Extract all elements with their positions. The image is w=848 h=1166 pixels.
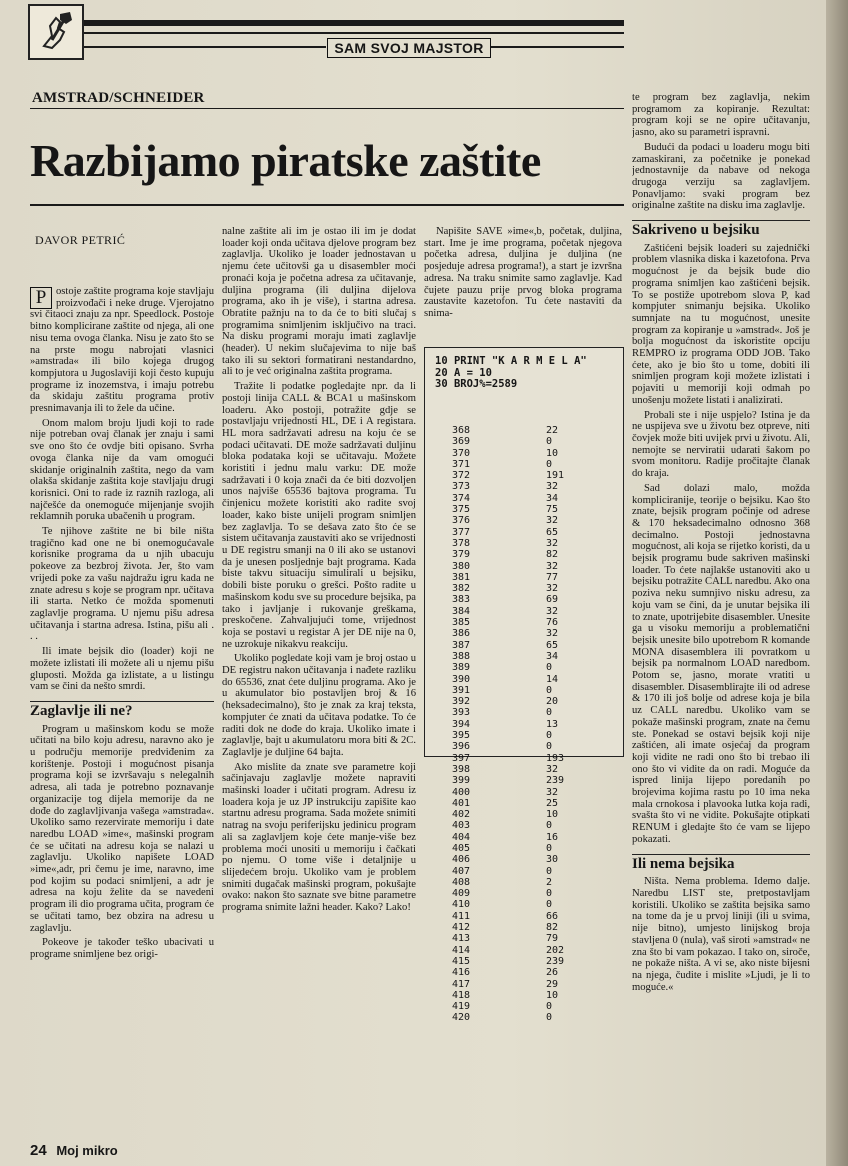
listing-header: 10 PRINT "K A R M E L A" 20 A = 10 30 BROJ%=2589	[435, 355, 587, 390]
title-rule	[30, 204, 624, 206]
table-row	[452, 594, 586, 605]
address-cell: 378	[452, 537, 471, 549]
address-cell: 402	[452, 809, 471, 821]
magazine-name: Moj mikro	[56, 1143, 118, 1158]
value-cell: 34	[546, 492, 559, 504]
paragraph: Ništa. Nema problema. Idemo dalje. Naredbu LIST ste, pretpostavljam koristili. Ukoliko se zaštita bejsika samo na tome da je u prvoj liniji (ili u svima, nije bitno), umjesto linijskog broja stavljena 0 (nula), vaš siroti »amstrad« ne zna što bi vam pokazao. I tako on, siroče, ne pokaže ništa. A vi se, ako niste bijesni na njega, čudite i mislite »Ljudi, je li to moguće.«	[632, 876, 810, 993]
value-cell: 0	[546, 684, 553, 696]
value-cell: 76	[546, 617, 559, 629]
address-cell: 375	[452, 504, 471, 516]
table-row	[452, 515, 586, 526]
value-cell: 29	[546, 978, 559, 990]
table-row	[452, 674, 586, 685]
value-cell: 82	[546, 549, 559, 561]
address-cell: 388	[452, 650, 471, 662]
table-row	[452, 606, 586, 617]
table-row	[452, 922, 586, 933]
table-row	[452, 448, 586, 459]
value-cell: 202	[546, 944, 565, 956]
paragraph: Zaštićeni bejsik loaderi su zajednički problem vlasnika diska i kazetofona. Prva mogućnost je da bejsik bude dio programa snimljen kao zaštićeni bejsik. To se postiže upotrebom slova P, kad kompjuter snimanju bejsika. Ukoliko sumnjate na tu mogućnost, unesite program za kopiranje u »amstrad«. Još je bolja mogućnost da iskoristite opciju REMPRO iz programa ODD JOB. Tako ćete, ako je bio što u tome, dobiti ili snimljen program koji možete izlistati i pojaviti u memoriji koji odmah po unošenju možete listati i analizirati.	[632, 242, 810, 406]
table-row	[452, 707, 586, 718]
value-cell: 0	[546, 820, 553, 832]
table-row	[452, 583, 586, 594]
memory-dump-table	[452, 425, 586, 1024]
value-cell: 32	[546, 786, 559, 798]
address-cell: 416	[452, 967, 471, 979]
address-cell: 373	[452, 481, 471, 493]
table-row	[452, 775, 586, 786]
table-row	[452, 911, 586, 922]
address-cell: 380	[452, 560, 471, 572]
table-row	[452, 945, 586, 956]
kicker-rule	[30, 108, 624, 109]
subheading: Sakriveno u bejsiku	[632, 222, 760, 239]
paragraph: P ostoje zaštite programa koje stavljaju proizvođači i neke druge. Vjerojatno svi čitaoci znaju za npr. Speedlock. Postoje bitno komplicirane zaštite od njega, ali one nisu tema ovoga članka. Nisu je zato što se na prste mogu nabrojati vlasnici »amstrada« ili bilo kojega drugog kompjutora u Jugoslaviji koji često kupuju programe iz inozemstva, i imaju potrebu da skidaju zaštitu programa protiv presnimavanja ili to žele da učine.	[30, 286, 214, 415]
paragraph: Tražite li podatke pogledajte npr. da li postoji linija CALL & BCA1 u mašinskom loaderu. Ako postoji, potražite gdje se postavljaju vrijednosti HL, DE i A registara. HL mora sadržavati adresu na koju će se podaci učitavati. DE može sadržavati duljinu bloka podataka koji se učitavaju. Možete koristiti i jednu malu varku: DE može sadržavati i 0 koja znači da će biti dozvoljen unos najviše 65536 bajtova programa. Tu činjenicu možete koristiti ako radite svoj loader, kako biste unijeli program snimljen bez zaglavlja. To se dešava zato što će se sistem učitavanja zaustaviti ako se vrijednosti u DE registru smanji na 0 ili ako se ustanovi da je unesen posljednje bajt programa. Kada biste takvu situaciju simulirali u bejsiku, dobili biste poruku o grešci. Pošto radite u mašinskom kodu sve su procedure bejsika, pa tako i javljanje i rukovanje greškama, preskočene. Zahvaljujući tome, vrijednost koja se postavi u registar A jer DE nije na 0, ne uzrokuje nikakvu reakciju.	[222, 381, 416, 650]
table-row	[452, 617, 586, 628]
table-row	[452, 504, 586, 515]
paragraph: Te njihove zaštite ne bi bile ništa tragično kad one ne bi onemogućavale korisnike programa da u njih ubacuju pokeove za bezbroj života. Jer, što vam vrijedi poke za vašu najdražu igru kada ne znate adresu s koje se program npr. učitava ili starta. Netko će možda spomenuti zaglavlje programa. U njemu pišu adresa učitavanja i startna adresa. Istina, pišu ali . . .	[30, 526, 214, 643]
value-cell: 0	[546, 888, 553, 900]
table-row	[452, 470, 586, 481]
address-cell: 382	[452, 583, 471, 595]
value-cell: 0	[546, 865, 553, 877]
address-cell: 396	[452, 741, 471, 753]
table-row	[452, 899, 586, 910]
address-cell: 410	[452, 899, 471, 911]
address-cell: 399	[452, 775, 471, 787]
text-column-2	[222, 226, 416, 1128]
subheading: Zaglavlje ili ne?	[30, 702, 133, 719]
wrench-hand-icon	[28, 4, 84, 60]
address-cell: 371	[452, 458, 471, 470]
page-number: 24	[30, 1142, 47, 1159]
value-cell: 2	[546, 876, 553, 888]
value-cell: 69	[546, 594, 559, 606]
table-row	[452, 741, 586, 752]
header-rule-right	[490, 46, 624, 48]
value-cell: 0	[546, 662, 553, 674]
table-row	[452, 651, 586, 662]
page-spine-shadow	[826, 0, 848, 1166]
address-cell: 392	[452, 696, 471, 708]
paragraph: Probali ste i nije uspjelo? Istina je da ne uspijeva sve u životu bez otpreve, niti čovjek može biti uvijek prvi u životu. Ali, nemojte se nerviratii udarati šakom po svom monitoru. Radije pročitajte članak do kraja.	[632, 409, 810, 480]
paragraph: nalne zaštite ali im je ostao ili im je dodat loader koji onda učitava djelove program bez zaglavlja. Ukoliko je loader jednostavan u njemu ćete učitovši ga u disasembler moći pronaći koja je početna adresa za učitavanje, duljina programa (ili duljina dijelova programa, ako ih je više), i startna adresa. Obratite pažnju na to da će to biti slučaj s programima snimljenim isključivo na traci. Na disku programi moraju imati zaglavlje (header). U nekim slučajevima to nije baš tako ili su sektori formatirani nestandardno, ali to je već originalna zaštita programa.	[222, 226, 416, 378]
address-cell: 417	[452, 978, 471, 990]
value-cell: 34	[546, 650, 559, 662]
paragraph: Ukoliko pogledate koji vam je broj ostao u DE registru nakon učitavanja i nađete razliku do 65536, znat ćete duljinu programa. Ako je u akumulator bio postavljen broj & 16 (heksadecimalno), što je znak za kraj teksta, kompjuter će znati da učitava podatke. To će raditi dok ne dođe do kraja. Ukoliko imate i zaglavlje, bajt u akumulatoru mora biti & 2C. Zaglavlje je duljine 64 bajta.	[222, 653, 416, 758]
paragraph: te program bez zaglavlja, nekim programom za kopiranje. Rezultat: program koji se ne opire učitavanju, jasno, ako su parametri ispravni.	[632, 92, 810, 139]
paragraph: Budući da podaci u loaderu mogu biti zamaskirani, za početnike je ponekad jednostavnije da nabave od nekoga drugoga verziju sa zaglavljem. Ponavljamo: svaki program bez originalne zaštite na disku ima zaglavlje.	[632, 141, 810, 212]
paragraph: Napišite SAVE »ime«,b, početak, duljina, start. Ime je ime programa, početak njegova početka adresa, duljina je duljina (ne posjeduje adresa programa!), a start je izvršna adresa. Na traku snimite samo zaglavlje. Kad čujete pauzu prije prvog bloka programa zaustavite kazetofon. Tu ćete nastaviti da snima-	[424, 226, 622, 319]
table-row	[452, 549, 586, 560]
table-row	[452, 696, 586, 707]
address-cell: 401	[452, 797, 471, 809]
value-cell: 66	[546, 910, 559, 922]
value-cell: 32	[546, 583, 559, 595]
table-row	[452, 967, 586, 978]
table-row	[452, 572, 586, 583]
address-cell: 404	[452, 831, 471, 843]
value-cell: 239	[546, 955, 565, 967]
paragraph: Sad dolazi malo, možda kompliciranije, teorije o bejsiku. Kao što znate, bejsik program počinje od adrese & 170 heksadecimalno odnosno 368 decimalno. Postoji jednostavna mogućnost, ali koja se rijetko koristi, da u bejsik programu bude sakriven mašinski loader. To ćete najlakše ustanoviti ako u bejsiku potražite CALL naredbu. Ako ona poziva neku sumnjivo nisku adresu, za koju vam se čini, da je unutar bejsika ili to znate, upotrijebite disasembler. Unesite ga u visoku memoriju a problematični bejsik unesite bilo upotrebom R komande MONA disasemblera ili povratkom u bejsik pa normalnom LOAD naredbom. Potom se, jasno, morate vratiti u disasembler. Disasemblirajte ili od adrese & 170 ili još bolje od adrese koja je bila uz CALL naredbu. Ukoliko vam se pokaže mašinski program, znate na čemu ste. Ponekad se ostavi bejsik koji nije zaštićen, ali imate osjećaj da program koji vidite ne radi ono što bi trebao ili ono što vi vidite da on radi. Moguće da ispred linija lijepo poredanih po brojevima kojima rastu po 10 ima neka mala crnokosa i plavooka lutka koja radi, svašta što vi ne vidite. Pokušajte otipkati RENUM i gledajte što će vam se lijepo pokazati.	[632, 482, 810, 845]
value-cell: 239	[546, 775, 565, 787]
article-title: Razbijamo piratske zaštite	[30, 135, 541, 186]
header-rule-left	[84, 46, 326, 48]
value-cell: 0	[546, 458, 553, 470]
value-cell: 10	[546, 809, 559, 821]
article-kicker: AMSTRAD/SCHNEIDER	[32, 90, 205, 106]
table-row	[452, 730, 586, 741]
address-cell: 398	[452, 763, 471, 775]
table-row	[452, 979, 586, 990]
table-row	[452, 820, 586, 831]
table-row	[452, 538, 586, 549]
address-cell: 400	[452, 786, 471, 798]
table-row	[452, 990, 586, 1001]
value-cell: 10	[546, 447, 559, 459]
value-cell: 16	[546, 831, 559, 843]
header-rule-top	[84, 20, 624, 26]
address-cell: 376	[452, 515, 471, 527]
address-cell: 386	[452, 628, 471, 640]
address-cell: 368	[452, 425, 471, 436]
address-cell: 387	[452, 639, 471, 651]
value-cell: 0	[546, 899, 553, 911]
table-row	[452, 933, 586, 944]
table-row	[452, 719, 586, 730]
table-row	[452, 640, 586, 651]
table-row	[452, 561, 586, 572]
address-cell: 405	[452, 842, 471, 854]
value-cell: 10	[546, 989, 559, 1001]
subheading-divider	[632, 854, 810, 871]
table-row	[452, 888, 586, 899]
value-cell: 0	[546, 842, 553, 854]
paragraph: Program u mašinskom kodu se može učitati na bilo koju adresu, naravno ako je u području memorije predviđenim za korištenje. Postoji i mogućnost pisanja programa koji se izvršavaju s nelegalnih adresa, ali tada je potrebno poznavanje organizacije tog dijela memorije da ne dođe do zaglavljivanja vašega »amstrada«. Ukoliko samo rezervirate memoriju i date naredbu LOAD »ime«, mašinski program će se učitati na adresu koja se nalazi u zaglavlju. Ukoliko napišete LOAD »ime«,adr, pri čemu je ime, naravno, ime pod kojim su podaci snimljeni, a adr je adresa na koju želite da se navedeni program ili dio programa učita, program će se učitati tamo, bez obzira na adresu u zaglavlju.	[30, 723, 214, 934]
paragraph: Ako mislite da znate sve parametre koji sačinjavaju zaglavlje možete napraviti mašinski loader i učitati program. Adresu iz loadera koja je uz JP instrukciju zapišite kao startnu adresu programa. Sada možete snimiti natrag na svoju periferijsku jedinicu program ali sa zaglavljem koje ćete manje-više bez problema moći unositi u memoriju i čačkati po njemu. O tome više i detaljnije u slijedećem broju. Ukoliko vam je problem snimiti dugačak mašinski program, pokušajte ovako: nakon što saznate sve bitne parametre programa snimite lažni header. Kako? Lako!	[222, 761, 416, 914]
value-cell: 32	[546, 628, 559, 640]
value-cell: 65	[546, 526, 559, 538]
value-cell: 0	[546, 1012, 553, 1024]
address-cell: 397	[452, 752, 471, 764]
text-column-1	[30, 286, 214, 1128]
table-row	[452, 1012, 586, 1023]
address-cell: 395	[452, 730, 471, 742]
address-cell: 408	[452, 876, 471, 888]
table-row	[452, 685, 586, 696]
table-row	[452, 459, 586, 470]
address-cell: 374	[452, 492, 471, 504]
value-cell: 0	[546, 730, 553, 742]
value-cell: 75	[546, 504, 559, 516]
paragraph: Pokeove je također teško ubacivati u programe snimljene bez origi-	[30, 937, 214, 960]
address-cell: 411	[452, 910, 471, 922]
subheading-divider	[30, 701, 214, 718]
value-cell: 32	[546, 481, 559, 493]
address-cell: 420	[452, 1012, 471, 1024]
address-cell: 409	[452, 888, 471, 900]
value-cell: 13	[546, 718, 559, 730]
text-column-3	[424, 226, 622, 342]
address-cell: 419	[452, 1001, 471, 1013]
table-row	[452, 1001, 586, 1012]
table-row	[452, 877, 586, 888]
article-author: DAVOR PETRIĆ	[35, 233, 126, 247]
address-cell: 377	[452, 526, 471, 538]
value-cell: 0	[546, 1001, 553, 1013]
table-row	[452, 956, 586, 967]
address-cell: 407	[452, 865, 471, 877]
value-cell: 22	[546, 425, 559, 436]
address-cell: 418	[452, 989, 471, 1001]
address-cell: 379	[452, 549, 471, 561]
address-cell: 383	[452, 594, 471, 606]
address-cell: 413	[452, 933, 471, 945]
value-cell: 0	[546, 741, 553, 753]
page-footer	[30, 1142, 118, 1159]
value-cell: 32	[546, 560, 559, 572]
section-label: SAM SVOJ MAJSTOR	[327, 38, 491, 58]
value-cell: 77	[546, 571, 559, 583]
value-cell: 0	[546, 436, 553, 448]
table-row	[452, 493, 586, 504]
address-cell: 390	[452, 673, 471, 685]
value-cell: 32	[546, 605, 559, 617]
value-cell: 20	[546, 696, 559, 708]
address-cell: 372	[452, 470, 471, 482]
value-cell: 25	[546, 797, 559, 809]
table-row	[452, 481, 586, 492]
table-row	[452, 832, 586, 843]
table-row	[452, 787, 586, 798]
table-row	[452, 425, 586, 436]
table-row	[452, 436, 586, 447]
address-cell: 385	[452, 617, 471, 629]
value-cell: 26	[546, 967, 559, 979]
value-cell: 65	[546, 639, 559, 651]
address-cell: 412	[452, 922, 471, 934]
table-row	[452, 809, 586, 820]
value-cell: 79	[546, 933, 559, 945]
address-cell: 403	[452, 820, 471, 832]
value-cell: 0	[546, 707, 553, 719]
address-cell: 394	[452, 718, 471, 730]
table-row	[452, 527, 586, 538]
table-row	[452, 628, 586, 639]
subheading-divider	[632, 220, 810, 237]
value-cell: 32	[546, 537, 559, 549]
address-cell: 389	[452, 662, 471, 674]
table-row	[452, 866, 586, 877]
drop-cap: P	[30, 287, 52, 309]
table-row	[452, 753, 586, 764]
value-cell: 30	[546, 854, 559, 866]
value-cell: 32	[546, 763, 559, 775]
address-cell: 381	[452, 571, 471, 583]
table-row	[452, 843, 586, 854]
header-rule-thin	[84, 32, 624, 34]
address-cell: 384	[452, 605, 471, 617]
value-cell: 191	[546, 470, 565, 482]
value-cell: 82	[546, 922, 559, 934]
address-cell: 406	[452, 854, 471, 866]
paragraph: Onom malom broju ljudi koji to rade nije potreban ovaj članak jer znaju i sami sve ono što će ovdje biti opisano. Svrha ovoga članka nije da vam omogući skidanje originalnih zaštita, nego da vam olakša skidanje zaštita koje stavljaju drugi korisnici. Oni to rade iz raznih razloga, ali najčešće da onemoguće mijenjanje svojih reklamnih poruka ubačenih u program.	[30, 417, 214, 523]
address-cell: 370	[452, 447, 471, 459]
address-cell: 391	[452, 684, 471, 696]
text-column-4	[632, 92, 810, 1128]
table-row	[452, 854, 586, 865]
value-cell: 32	[546, 515, 559, 527]
address-cell: 393	[452, 707, 471, 719]
subheading: Ili nema bejsika	[632, 855, 735, 872]
table-row	[452, 662, 586, 673]
paragraph: Ili imate bejsik dio (loader) koji ne možete izlistati ili možete ali u njemu pišu gluposti. Možda ga izlistate, a u listingu vam se čini da nešto smrdi.	[30, 646, 214, 693]
value-cell: 193	[546, 752, 565, 764]
address-cell: 415	[452, 955, 471, 967]
table-row	[452, 764, 586, 775]
address-cell: 414	[452, 944, 471, 956]
value-cell: 14	[546, 673, 559, 685]
table-row	[452, 798, 586, 809]
address-cell: 369	[452, 436, 471, 448]
